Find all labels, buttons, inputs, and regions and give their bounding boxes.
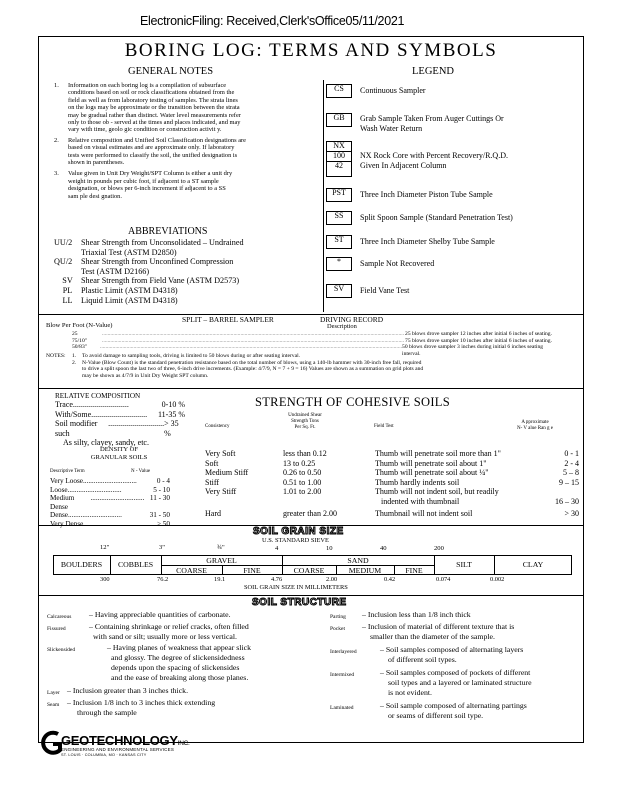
legend-desc-pst: Three Inch Diameter Piston Tube Sample [360,190,493,199]
structure-term-interlayered: Interlayered – Soil samples composed of alternating layers of different soil types. [330,645,524,664]
legend-symbol-st: ST [326,235,352,249]
divider-sampler [38,314,584,315]
sieve-tick: 3" [159,544,165,551]
blow-per-foot-label: Blow Per Foot (N-Value) [46,322,113,329]
legend-symbol-nx: NX 100 42 [326,141,352,177]
general-notes-list [54,82,309,200]
cohesive-heading: STRENGTH OF COHESIVE SOILS [255,395,450,409]
legend-desc-not-recovered: Sample Not Recovered [360,259,435,268]
abbreviation-uu2: UU/2 Shear Strength from Unconsolidated – Undrained Triaxial Test (ASTM D2850) [54,238,244,257]
cohesive-col-n: A pproximate N- V alue Ran g e [516,420,554,431]
company-locations: ST. LOUIS · COLUMBIA, MO · KANSAS CITY [61,753,147,757]
split-barrel-heading: SPLIT – BARREL SAMPLER [182,315,274,324]
legend-symbol-not-recovered: * [326,257,352,271]
abbreviation-ll: LL Liquid Limit (ASTM D4318) [62,295,178,305]
mm-tick: 2.00 [326,576,338,583]
legend-desc-gb: Grab Sample Taken From Auger Cuttings Or Wash Water Return [360,114,504,133]
soil-structure-heading: SOIL STRUCTURE [252,597,347,608]
sampler-row: 50/83" ........................................................................................................................................................................................................................ 50 blows drove sampler 3 inches during initial 6 inches seating interval. [72,344,544,357]
abbreviation-qu2: QU/2 Shear Strength from Unconfined Compression Test (ASTM D2166) [54,257,234,276]
cohesive-col-field: Field Test [374,424,394,429]
legend-desc-sv: Field Vane Test [360,286,410,295]
grain-subclass: FINE [243,566,261,575]
grain-class-cobbles: COBBLES [117,560,154,569]
general-note-3: 3. Value given in Unit Dry Weight/SPT Column is either a unit dry weight in pounds per cubic foot, if adjacent to a ST sample designation, or blows per 6-inch increment if adjacent to a SS sam ple desi gnation. [54,170,233,200]
grain-class-gravel: GRAVEL [206,556,237,565]
sieve-tick: 12" [100,544,110,551]
legend-symbol-sv: SV [326,284,352,298]
general-notes-heading: GENERAL NOTES [128,66,214,77]
sieve-tick: 10 [326,545,333,552]
sieve-tick: 4 [275,545,279,552]
driving-record-heading: DRIVING RECORD [320,315,384,324]
sieve-tick: 40 [380,545,387,552]
sieve-tick: ¾" [217,544,225,551]
mm-tick: 4.76 [271,576,283,583]
cohesive-row: Very Stiff 1.01 to 2.00 Thumb will not indent soil, but readily [205,487,499,496]
divider-composition [38,388,584,389]
structure-left-list [47,610,327,718]
cohesive-row: Hard greater than 2.00 Thumbnail will not indent soil > 30 [205,509,579,518]
granular-heading: DENSITY OF GRANULAR SOILS [90,446,148,461]
grain-class-sand: SAND [347,556,369,565]
structure-term-intermixed: Intermixed – Soil samples composed of pockets of different soil types and a layered or laminated structure is not evident. [330,668,532,697]
abbreviations-list [54,238,314,305]
grain-class-boulders: BOULDERS [60,560,103,569]
mm-label: SOIL GRAIN SIZE IN MILLIMETERS [244,584,348,591]
cohesive-row: Very Soft less than 0.12 Thumb will penetrate soil more than 1" 0 - 1 [205,449,579,458]
legend-desc-st: Three Inch Diameter Shelby Tube Sample [360,237,495,246]
legend-heading: LEGEND [412,66,454,77]
general-note-2: 2. Relative composition and Unified Soil Classification designations are based on visual estimates and are approximate only. If laboratory tests were performed to classify the soil, the unified designation is shown in parentheses. [54,136,247,167]
cohesive-row-cont: indented with thumbnail 16 – 30 [381,496,579,506]
legend-divider [323,80,324,312]
cohesive-row: Stiff 0.51 to 1.00 Thumb hardly indents soil 9 – 15 [205,477,579,487]
structure-term-layer: Layer – Inclusion greater than 3 inches thick. [47,686,189,696]
legend-desc-ss: Split Spoon Sample (Standard Penetration Test) [360,213,513,222]
sieve-tick: 200 [434,545,444,552]
abbreviations-heading: ABBREVIATIONS [128,226,208,237]
grain-subclass: FINE [405,566,423,575]
cohesive-col-strength: Undrained Shear Strength Tons Per Sq. Ft. [288,413,322,430]
abbreviation-pl: PL Plastic Limit (ASTM D4318) [62,285,178,295]
structure-term-seam: Seam – Inclusion 1/8 inch to 3 inches thick extending through the sample [47,698,216,717]
structure-term-fissured: Fissured – Containing shrinkage or relief cracks, often filled with sand or silt; usually more or less vertical. [47,622,249,641]
relative-composition-heading: RELATIVE COMPOSITION [55,392,141,400]
structure-term-slickensided: Slickensided – Having planes of weakness that appear slick and glossy. The degree of slickensidedness depends upon the spacing of slickensides and the ease of breaking along those planes. [47,643,251,682]
granular-col-value: N - Value [131,469,151,474]
legend-symbol-cs: CS [326,84,352,98]
page-title: BORING LOG: TERMS AND SYMBOLS [124,40,498,61]
sampler-row: 25 ........................................................................................................................................................................................................................ 25 blows drove sampler 12 inches after initial 6 inches of seating. [72,331,552,337]
legend-symbol-gb: GB [326,113,352,127]
legend-desc-cs: Continuous Sampler [360,86,426,95]
sieve-label: U.S. STANDARD SIEVE [262,537,329,544]
filing-stamp: ElectronicFiling: Received,Clerk'sOffice05/11/2021 [140,14,405,28]
granular-col-term: Descriptive Term [50,469,85,474]
structure-term-pocket: Pocket – Inclusion of material of different texture that is smaller than the diameter of the sample. [330,622,515,641]
sampler-row: 75/10" ........................................................................................................................................................................................................................ 75 blows drove sampler 10 inches after initial 6 inches of seating. [72,337,552,344]
mm-tick: 19.1 [214,576,226,583]
grain-class-clay: CLAY [522,560,544,569]
company-tagline: ENGINEERING AND ENVIRONMENTAL SERVICES [61,747,175,752]
structure-right-list [330,610,584,721]
cohesive-table [205,449,579,519]
grain-subclass: COARSE [176,566,207,575]
grain-subclass: COARSE [293,566,325,575]
grain-subclass: MEDIUM [348,566,382,575]
mm-tick: 0.074 [436,576,451,583]
legend-desc-nx: NX Rock Core with Percent Recovery/R.Q.D. Given In Adjacent Column [360,151,508,170]
relative-composition-table: Trace ............................ 0-10 % With/Some ............................ 11-35 % Soil modifier such ............................ > 35 % As silty, clayey, sandy, etc. [55,400,185,447]
divider-structure [38,595,584,596]
description-label: Description [327,323,357,330]
abbreviation-sv: SV Shear Strength from Field Vane (ASTM D2573) [62,276,240,286]
mm-tick: 300 [100,576,110,583]
structure-term-laminated: Laminated – Soil sample composed of alternating partings or seams of different soil type. [330,701,527,720]
grain-size-heading: SOIL GRAIN SIZE [253,526,344,537]
mm-tick: 76.2 [157,576,169,583]
legend-symbol-ss: SS [326,211,352,225]
grain-class-silt: SILT [456,560,472,569]
cohesive-row: Soft 13 to 0.25 Thumb will penetrate soil about 1" 2 - 4 [205,458,579,468]
mm-tick: 0.002 [490,576,505,583]
structure-term-parting: Parting – Inclusion less than 1/8 inch thick [330,610,471,620]
cohesive-col-consistency: Consistency [205,424,230,429]
structure-term-calcareous: Calcareous – Having appreciable quantities of carbonate. [47,610,231,620]
cohesive-row: Medium Stiff 0.26 to 0.50 Thumb will penetrate soil about ¼" 5 – 8 [205,468,579,477]
sampler-notes: NOTES: 1. To avoid damage to sampling tools, driving is limited to 50 blows during or after seating interval. 2. N-Value (Blow Count) is the standard penetration resistance based on the total number of blows, using a 140-lb hammer with 30-inch free fall, required to drive a split spoon the last two of three, 6-inch drive increments. (Example: 4/7/9, N = 7 + 9 = 16) Values are shown as a summation on grid plots and may be shown as 4/7/9 in Unit Dry Weight SPT column. [46,353,424,379]
general-note-1: 1. Information on each boring log is a compilation of subsurface conditions based on soil or rock classifications obtained from the field as well as from laboratory testing of samples. The strata lines on the logs may be approximate or the transition between the strata may be gradual rather than distinct. Water level measurements refer only to those ob - served at the times and places indicated, and may vary with time, geolo gic condition or construction activit y. [54,82,241,134]
company-name: GEOTECHNOLOGYINC. [61,733,190,748]
granular-table: Very Loose .............................. 0 - 4 Loose .............................. 5 - 10 Medium Dense .............................. 11 - 30 Dense .............................. 31 - 50 Very Dense .............................. > 50 [50,477,170,528]
legend-symbol-pst: PST [326,188,352,202]
mm-tick: 0.42 [384,576,396,583]
